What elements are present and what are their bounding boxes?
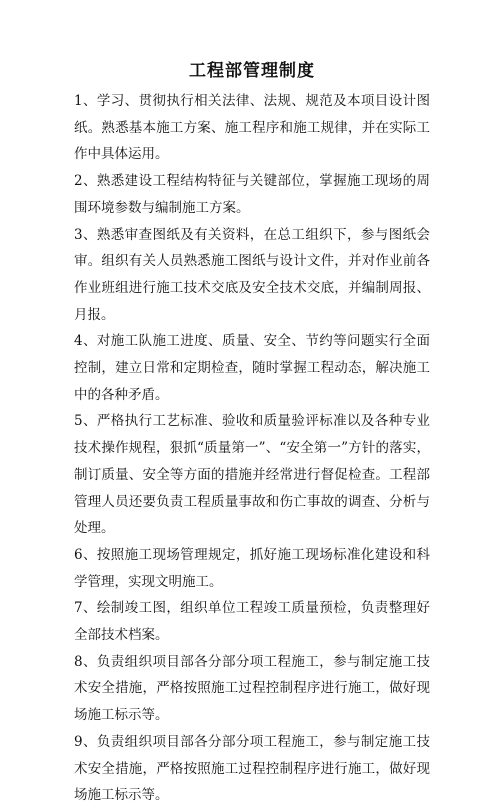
clause-4: 4、对施工队施工进度、质量、安全、节约等问题实行全面控制，建立日常和定期检查，随时掌握工程动态，解决施工中的各种矛盾。: [74, 333, 430, 403]
document-title: 工程部管理制度: [189, 61, 315, 81]
clause-7: 7、绘制竣工图，组织单位工程竣工质量预检，负责整理好全部技术档案。: [74, 600, 430, 644]
clause-1: 1、学习、贯彻执行相关法律、法规、规范及本项目设计图纸。熟悉基本施工方案、施工程序和施工规律，并在实际工作中具体运用。: [74, 93, 430, 163]
clause-3: 3、熟悉审查图纸及有关资料，在总工组织下，参与图纸会审。组织有关人员熟悉施工图纸与设计文件，并对作业前各作业班组进行施工技术交底及安全技术交底，并编制周报、月报。: [74, 226, 430, 323]
clause-5: 5、严格执行工艺标准、验收和质量验评标准以及各种专业技术操作规程，狠抓“质量第一”、“安全第一”方针的落实，制订质量、安全等方面的措施并经常进行督促检查。工程部管理人员还要负责工程质量事故和伤亡事故的调查、分析与处理。: [74, 413, 430, 537]
clause-6: 6、按照施工现场管理规定，抓好施工现场标准化建设和科学管理，实现文明施工。: [74, 546, 430, 590]
clause-2: 2、熟悉建设工程结构特征与关键部位，掌握施工现场的周围环境参数与编制施工方案。: [74, 173, 430, 216]
clause-8: 8、负责组织项目部各分部分项工程施工，参与制定施工技术安全措施，严格按照施工过程控制程序进行施工，做好现场施工标示等。: [74, 653, 430, 724]
clause-9: 9、负责组织项目部各分部分项工程施工，参与制定施工技术安全措施，严格按照施工过程控制程序进行施工，做好现场施工标示等。: [74, 733, 430, 804]
